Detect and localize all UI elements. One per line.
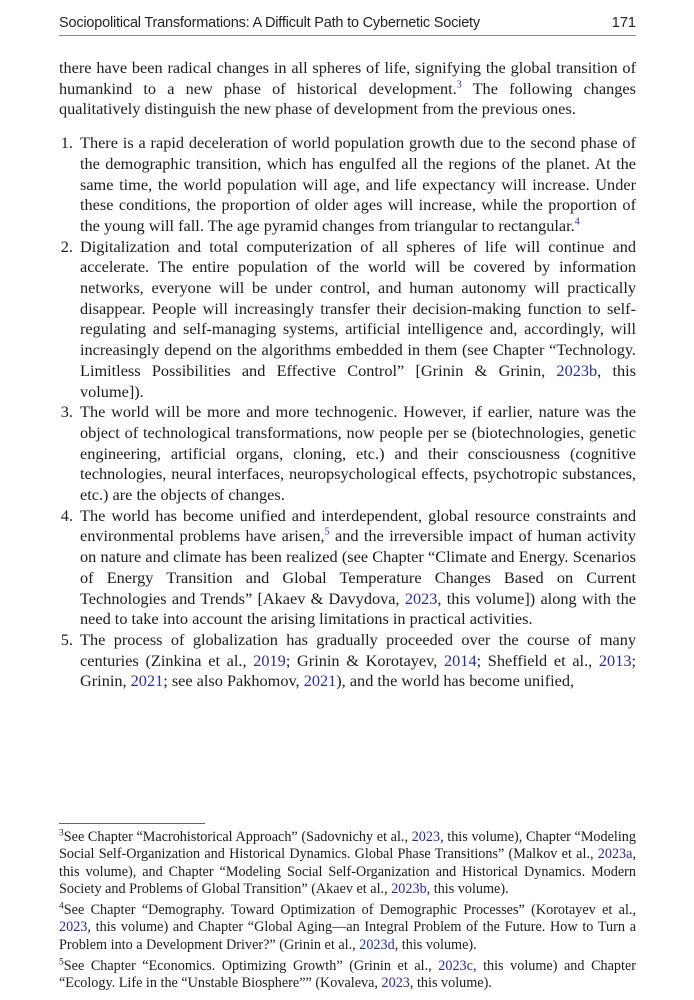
list-number: 1.: [60, 133, 73, 153]
intro-paragraph: [59, 58, 636, 120]
citation-link[interactable]: 2023: [381, 975, 410, 992]
citation-link[interactable]: 2013: [598, 650, 632, 670]
item-text: ; Grinin & Korotayev,: [285, 650, 445, 670]
citation-link[interactable]: 2023: [404, 588, 438, 608]
citation-link[interactable]: 2023: [59, 919, 88, 936]
list-number: 5.: [60, 629, 73, 649]
citation-link[interactable]: 2019: [253, 650, 286, 670]
footnote-marker: 5: [59, 957, 64, 968]
footnote-ref-5[interactable]: 5: [324, 526, 330, 538]
page-number: 171: [611, 15, 636, 31]
running-title: Sociopolitical Transformations: A Difficult Path to Cybernetic Society: [59, 15, 480, 31]
footnote-text: , this volume).: [409, 975, 492, 992]
item-text: and the irreversible impact of human activity on nature and climate has been realized (see Chapter “Climate and Energy. Scenarios of Energy Transition and Global Temperature Changes Based on Current Technologies and Trends” [Akaev & Davydova,: [80, 526, 636, 608]
footnote-marker: 4: [59, 901, 64, 912]
citation-link[interactable]: 2023: [411, 829, 441, 845]
citation-link[interactable]: 2014: [444, 650, 477, 670]
footnote-divider: [59, 823, 205, 824]
list-item-3: [59, 402, 636, 506]
item-text: The world will be more and more technogenic. However, if earlier, nature was the object of technological transformations, now people per se (biotechnologies, genetic engineering, artificial organs, cloning, etc.) and their consciousness (cognitive technologies, neural interfaces, neuropsychological effects, psychotropic substances, etc.) are the objects of changes.: [80, 402, 636, 505]
footnote-ref-3[interactable]: 3: [456, 79, 462, 91]
list-item-1: [59, 133, 636, 237]
footnote-4: [59, 902, 636, 954]
intro-text-cont: The following changes qualitatively distinguish the new phase of development from the previous ones.: [59, 78, 636, 119]
citation-link[interactable]: 2023b: [391, 880, 427, 897]
footnote-marker: 3: [59, 828, 64, 839]
footnote-text: See Chapter “Macrohistorical Approach” (Sadovnichy et al.,: [63, 829, 412, 845]
citation-link[interactable]: 2023a: [597, 846, 633, 863]
intro-text: there have been radical changes in all spheres of life, signifying the global transition of humankind to a new phase of historical development.: [59, 58, 636, 98]
list-item-5: [59, 630, 636, 692]
footnote-text: , this volume) and Chapter “Ecology. Life in the “Unstable Biosphere”” (Kovaleva,: [59, 958, 636, 992]
citation-link[interactable]: 2023d: [359, 936, 395, 953]
item-text: ; Grinin,: [80, 650, 636, 691]
item-text: There is a rapid deceleration of world population growth due to the second phase of the demographic transition, which has engulfed all the regions of the planet. At the same time, the world population will age, and life expectancy will increase. Under these conditions, the proportion of older ages will increase, while the proportion of the young will fall. The age pyramid changes from triangular to rectangular.: [80, 133, 636, 235]
footnote-text: , this volume) and Chapter “Global Aging—an Integral Problem of the Future. How to Turn a Problem into a Development Driver?” (Grinin et al.,: [59, 919, 636, 953]
footnote-3: [59, 829, 636, 898]
main-text: [59, 58, 636, 692]
item-text: The process of globalization has gradually proceeded over the course of many centuries (Zinkina et al.,: [80, 629, 636, 670]
list-number: 4.: [60, 505, 73, 525]
running-header: [59, 13, 636, 36]
item-text: , this volume]) along with the need to take into account the arising limitations in practical activities.: [80, 588, 636, 629]
item-text: , this volume]).: [80, 360, 636, 401]
footnote-text: , this volume).: [394, 936, 477, 953]
citation-link[interactable]: 2021: [130, 671, 164, 691]
list-item-4: [59, 506, 636, 630]
item-text: Digitalization and total computerization of all spheres of life will continue and accelerate. The entire population of the world will be covered by information networks, everyone will be under control, and human autonomy will practically disappear. People will increasingly transfer their decision-making function to self-regulating and self-managing systems, artificial intelligence and, accordingly, will increasingly depend on the algorithms embedded in them (see Chapter “Technology. Limitless Possibilities and Effective Control” [Grinin & Grinin,: [80, 236, 636, 380]
item-text: ; see also Pakhomov,: [163, 671, 304, 691]
citation-link[interactable]: 2023b: [556, 360, 598, 380]
footnote-text: , this volume), and Chapter “Modeling Social Self-Organization and Historical Dynamics. Modern Society and Problems of Global Transition” (Akaev et al.,: [59, 846, 636, 897]
item-text: The world has become unified and interdependent, global resource constraints and environmental problems have arisen,: [80, 505, 636, 546]
item-text: ; Sheffield et al.,: [476, 650, 599, 670]
item-text: ), and the world has become unified,: [336, 671, 575, 691]
changes-list: [59, 133, 636, 692]
list-number: 3.: [60, 402, 73, 422]
list-number: 2.: [60, 236, 73, 256]
footnote-5: [59, 958, 636, 993]
citation-link[interactable]: 2023c: [438, 958, 473, 975]
footnote-text: See Chapter “Demography. Toward Optimization of Demographic Processes” (Korotayev et al.,: [63, 902, 636, 919]
list-item-2: [59, 237, 636, 403]
footnote-text: , this volume).: [426, 880, 509, 897]
citation-link[interactable]: 2021: [303, 671, 337, 691]
footnote-ref-4[interactable]: 4: [574, 216, 580, 228]
footnote-text: See Chapter “Economics. Optimizing Growth” (Grinin et al.,: [63, 958, 439, 975]
footnote-text: , this volume), Chapter “Modeling Social Self-Organization and Historical Dynamics. Global Phase Transitions” (Malkov et al.,: [59, 829, 636, 863]
footnotes: [59, 829, 636, 997]
